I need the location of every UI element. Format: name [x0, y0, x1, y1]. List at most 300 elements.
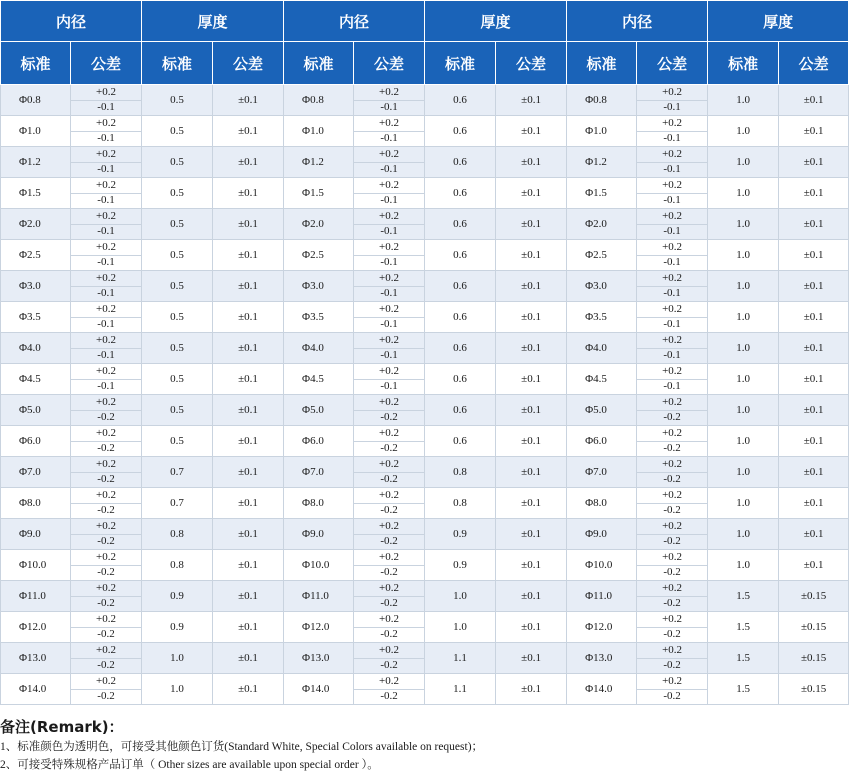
inner-diameter-cell: Φ4.0: [284, 333, 354, 364]
tolerance-upper: +0.2: [354, 426, 424, 442]
table-row: [1, 302, 849, 333]
thickness-standard-cell: 0.6: [425, 271, 496, 302]
tolerance-upper: +0.2: [71, 581, 141, 597]
thickness-standard-cell: 1.0: [708, 178, 779, 209]
inner-diameter-cell: Φ12.0: [567, 612, 637, 643]
tolerance-lower: -0.2: [663, 566, 681, 579]
thickness-standard-cell: 1.0: [708, 147, 779, 178]
thickness-standard-cell: 1.5: [708, 581, 779, 612]
thickness-standard-cell: 0.8: [142, 519, 213, 550]
tolerance-pair: [637, 674, 707, 704]
thickness-tolerance-cell: ±0.1: [779, 333, 849, 364]
tolerance-lower: -0.1: [663, 349, 681, 362]
thickness-tolerance-cell: ±0.1: [779, 364, 849, 395]
tolerance-pair: [637, 209, 707, 239]
tolerance-lower: -0.1: [663, 163, 681, 176]
thickness-tolerance-cell: ±0.1: [779, 116, 849, 147]
thickness-tolerance-cell: ±0.1: [496, 240, 567, 271]
thickness-standard-cell: 1.0: [425, 612, 496, 643]
tolerance-lower: -0.2: [97, 566, 115, 579]
tolerance-lower: -0.2: [663, 690, 681, 703]
inner-diameter-cell: Φ1.2: [567, 147, 637, 178]
table-row: [1, 550, 849, 581]
tolerance-lower: -0.2: [97, 690, 115, 703]
thickness-standard-cell: 0.6: [425, 147, 496, 178]
tolerance-upper: +0.2: [354, 612, 424, 628]
thickness-tolerance-cell: ±0.1: [496, 457, 567, 488]
tolerance-cell: [637, 581, 708, 612]
tolerance-pair: [354, 395, 424, 425]
tolerance-lower: -0.2: [380, 659, 398, 672]
inner-diameter-cell: Φ0.8: [284, 85, 354, 116]
tolerance-upper: +0.2: [71, 643, 141, 659]
tolerance-cell: [637, 147, 708, 178]
thickness-standard-cell: 0.6: [425, 209, 496, 240]
header-standard: 标准: [1, 42, 71, 85]
thickness-tolerance-cell: ±0.15: [779, 674, 849, 705]
thickness-standard-cell: 1.0: [708, 488, 779, 519]
tolerance-pair: [354, 457, 424, 487]
tolerance-upper: +0.2: [71, 364, 141, 380]
tolerance-pair: [354, 240, 424, 270]
thickness-standard-cell: 0.5: [142, 333, 213, 364]
tolerance-upper: +0.2: [354, 178, 424, 194]
tolerance-lower: -0.1: [663, 101, 681, 114]
inner-diameter-cell: Φ10.0: [567, 550, 637, 581]
tolerance-lower: -0.1: [663, 225, 681, 238]
thickness-tolerance-cell: ±0.1: [496, 271, 567, 302]
tolerance-cell: [354, 643, 425, 674]
tolerance-cell: [354, 612, 425, 643]
tolerance-cell: [637, 178, 708, 209]
tolerance-cell: [354, 364, 425, 395]
inner-diameter-cell: Φ6.0: [567, 426, 637, 457]
tolerance-pair: [637, 271, 707, 301]
tolerance-lower: -0.2: [380, 566, 398, 579]
inner-diameter-cell: Φ13.0: [567, 643, 637, 674]
thickness-standard-cell: 0.5: [142, 426, 213, 457]
thickness-standard-cell: 1.0: [708, 240, 779, 271]
tolerance-lower: -0.2: [380, 628, 398, 641]
thickness-standard-cell: 0.9: [142, 612, 213, 643]
tolerance-cell: [354, 302, 425, 333]
tolerance-upper: +0.2: [354, 519, 424, 535]
tolerance-upper: +0.2: [637, 178, 707, 194]
header-tolerance: 公差: [779, 42, 849, 85]
thickness-standard-cell: 0.5: [142, 395, 213, 426]
table-row: [1, 643, 849, 674]
inner-diameter-cell: Φ10.0: [1, 550, 71, 581]
tolerance-lower: -0.2: [380, 442, 398, 455]
thickness-tolerance-cell: ±0.1: [213, 364, 284, 395]
tolerance-cell: [71, 178, 142, 209]
tolerance-cell: [637, 519, 708, 550]
thickness-tolerance-cell: ±0.1: [213, 178, 284, 209]
tolerance-pair: [637, 116, 707, 146]
tolerance-cell: [354, 581, 425, 612]
tolerance-upper: +0.2: [354, 457, 424, 473]
tolerance-upper: +0.2: [354, 116, 424, 132]
tolerance-upper: +0.2: [354, 550, 424, 566]
tolerance-lower: -0.1: [663, 318, 681, 331]
tolerance-cell: [637, 85, 708, 116]
tolerance-cell: [637, 457, 708, 488]
tolerance-upper: +0.2: [71, 612, 141, 628]
tolerance-cell: [71, 457, 142, 488]
tolerance-pair: [71, 674, 141, 704]
tolerance-cell: [354, 674, 425, 705]
tolerance-lower: -0.1: [380, 380, 398, 393]
thickness-tolerance-cell: ±0.1: [779, 519, 849, 550]
tolerance-lower: -0.1: [97, 163, 115, 176]
thickness-tolerance-cell: ±0.1: [496, 488, 567, 519]
tolerance-pair: [637, 147, 707, 177]
tolerance-cell: [354, 271, 425, 302]
thickness-tolerance-cell: ±0.1: [496, 426, 567, 457]
tolerance-pair: [354, 333, 424, 363]
tolerance-pair: [637, 550, 707, 580]
tolerance-upper: +0.2: [71, 488, 141, 504]
inner-diameter-cell: Φ4.0: [1, 333, 71, 364]
tolerance-pair: [354, 116, 424, 146]
tolerance-pair: [637, 581, 707, 611]
tolerance-cell: [637, 271, 708, 302]
header-standard: 标准: [425, 42, 496, 85]
header-tolerance: 公差: [71, 42, 142, 85]
tolerance-lower: -0.1: [97, 318, 115, 331]
thickness-tolerance-cell: ±0.1: [213, 147, 284, 178]
tolerance-lower: -0.1: [380, 194, 398, 207]
tolerance-cell: [354, 426, 425, 457]
tolerance-upper: +0.2: [71, 116, 141, 132]
thickness-tolerance-cell: ±0.1: [779, 209, 849, 240]
tolerance-cell: [637, 302, 708, 333]
tolerance-pair: [71, 488, 141, 518]
thickness-standard-cell: 0.7: [142, 457, 213, 488]
thickness-tolerance-cell: ±0.1: [213, 488, 284, 519]
tolerance-cell: [71, 674, 142, 705]
inner-diameter-cell: Φ1.0: [284, 116, 354, 147]
tolerance-pair: [71, 333, 141, 363]
tolerance-pair: [71, 147, 141, 177]
tolerance-lower: -0.1: [663, 380, 681, 393]
thickness-tolerance-cell: ±0.1: [779, 426, 849, 457]
thickness-tolerance-cell: ±0.1: [779, 178, 849, 209]
thickness-standard-cell: 1.0: [708, 271, 779, 302]
tolerance-upper: +0.2: [354, 147, 424, 163]
thickness-standard-cell: 1.0: [142, 643, 213, 674]
tolerance-cell: [71, 302, 142, 333]
tolerance-cell: [637, 612, 708, 643]
thickness-standard-cell: 0.6: [425, 395, 496, 426]
tolerance-cell: [354, 116, 425, 147]
tolerance-upper: +0.2: [354, 674, 424, 690]
tolerance-lower: -0.1: [663, 194, 681, 207]
tolerance-upper: +0.2: [637, 643, 707, 659]
table-row: [1, 240, 849, 271]
thickness-standard-cell: 1.0: [708, 426, 779, 457]
tolerance-cell: [637, 333, 708, 364]
tolerance-cell: [71, 519, 142, 550]
table-row: [1, 116, 849, 147]
inner-diameter-cell: Φ4.5: [284, 364, 354, 395]
inner-diameter-cell: Φ2.5: [567, 240, 637, 271]
thickness-tolerance-cell: ±0.1: [213, 395, 284, 426]
thickness-standard-cell: 0.6: [425, 85, 496, 116]
tolerance-pair: [354, 643, 424, 673]
inner-diameter-cell: Φ12.0: [284, 612, 354, 643]
tolerance-cell: [354, 333, 425, 364]
tolerance-upper: +0.2: [71, 519, 141, 535]
tolerance-upper: +0.2: [637, 302, 707, 318]
tolerance-lower: -0.1: [380, 318, 398, 331]
thickness-standard-cell: 0.6: [425, 178, 496, 209]
tolerance-upper: +0.2: [354, 364, 424, 380]
thickness-tolerance-cell: ±0.1: [496, 550, 567, 581]
tolerance-lower: -0.2: [663, 504, 681, 517]
tolerance-pair: [71, 426, 141, 456]
tolerance-upper: +0.2: [637, 395, 707, 411]
tolerance-cell: [637, 643, 708, 674]
tolerance-lower: -0.1: [97, 256, 115, 269]
tolerance-cell: [71, 85, 142, 116]
tolerance-cell: [637, 488, 708, 519]
inner-diameter-cell: Φ10.0: [284, 550, 354, 581]
table-header: [1, 1, 849, 85]
thickness-standard-cell: 1.1: [425, 643, 496, 674]
header-group-row: [1, 1, 849, 42]
thickness-tolerance-cell: ±0.1: [779, 488, 849, 519]
tolerance-cell: [71, 426, 142, 457]
header-inner-diameter: 内径: [1, 1, 142, 42]
tolerance-cell: [637, 426, 708, 457]
thickness-standard-cell: 1.5: [708, 643, 779, 674]
tolerance-upper: +0.2: [354, 333, 424, 349]
remark-title: 备注(Remark)：: [0, 718, 124, 736]
table-row: [1, 519, 849, 550]
tolerance-pair: [71, 271, 141, 301]
tolerance-lower: -0.2: [97, 628, 115, 641]
tolerance-lower: -0.1: [380, 163, 398, 176]
thickness-standard-cell: 1.0: [708, 302, 779, 333]
tolerance-pair: [354, 581, 424, 611]
tolerance-upper: +0.2: [71, 209, 141, 225]
tolerance-lower: -0.2: [97, 597, 115, 610]
tolerance-upper: +0.2: [71, 333, 141, 349]
inner-diameter-cell: Φ8.0: [284, 488, 354, 519]
thickness-standard-cell: 1.0: [708, 550, 779, 581]
tolerance-cell: [354, 85, 425, 116]
inner-diameter-cell: Φ3.5: [1, 302, 71, 333]
tolerance-cell: [71, 333, 142, 364]
thickness-tolerance-cell: ±0.1: [213, 333, 284, 364]
inner-diameter-cell: Φ7.0: [567, 457, 637, 488]
inner-diameter-cell: Φ2.0: [284, 209, 354, 240]
inner-diameter-cell: Φ5.0: [567, 395, 637, 426]
tolerance-cell: [637, 550, 708, 581]
thickness-standard-cell: 1.0: [708, 519, 779, 550]
tolerance-pair: [71, 116, 141, 146]
tolerance-upper: +0.2: [354, 85, 424, 101]
thickness-standard-cell: 1.5: [708, 612, 779, 643]
thickness-standard-cell: 0.5: [142, 364, 213, 395]
table-row: [1, 209, 849, 240]
table-row: [1, 674, 849, 705]
tolerance-pair: [71, 240, 141, 270]
table-row: [1, 333, 849, 364]
thickness-tolerance-cell: ±0.1: [213, 674, 284, 705]
tolerance-lower: -0.2: [663, 442, 681, 455]
inner-diameter-cell: Φ3.5: [284, 302, 354, 333]
tolerance-upper: +0.2: [637, 85, 707, 101]
tolerance-cell: [354, 457, 425, 488]
tolerance-upper: +0.2: [637, 240, 707, 256]
tolerance-upper: +0.2: [71, 302, 141, 318]
tolerance-pair: [637, 643, 707, 673]
inner-diameter-cell: Φ2.5: [284, 240, 354, 271]
table-row: [1, 271, 849, 302]
thickness-standard-cell: 0.5: [142, 302, 213, 333]
thickness-tolerance-cell: ±0.1: [496, 302, 567, 333]
thickness-tolerance-cell: ±0.1: [213, 240, 284, 271]
inner-diameter-cell: Φ9.0: [284, 519, 354, 550]
tolerance-lower: -0.1: [380, 101, 398, 114]
thickness-standard-cell: 1.0: [708, 116, 779, 147]
thickness-tolerance-cell: ±0.1: [779, 395, 849, 426]
tolerance-upper: +0.2: [637, 581, 707, 597]
thickness-tolerance-cell: ±0.1: [213, 550, 284, 581]
thickness-standard-cell: 0.6: [425, 240, 496, 271]
tolerance-pair: [637, 426, 707, 456]
inner-diameter-cell: Φ14.0: [284, 674, 354, 705]
thickness-tolerance-cell: ±0.1: [213, 457, 284, 488]
tolerance-lower: -0.1: [97, 349, 115, 362]
tolerance-upper: +0.2: [637, 488, 707, 504]
inner-diameter-cell: Φ13.0: [284, 643, 354, 674]
tolerance-pair: [637, 457, 707, 487]
tolerance-pair: [354, 364, 424, 394]
tolerance-cell: [354, 178, 425, 209]
thickness-tolerance-cell: ±0.1: [496, 674, 567, 705]
thickness-tolerance-cell: ±0.15: [779, 643, 849, 674]
tolerance-upper: +0.2: [71, 240, 141, 256]
tolerance-pair: [637, 395, 707, 425]
tolerance-lower: -0.1: [380, 225, 398, 238]
table-row: [1, 426, 849, 457]
table-row: [1, 581, 849, 612]
thickness-standard-cell: 0.6: [425, 302, 496, 333]
tolerance-lower: -0.1: [97, 380, 115, 393]
header-inner-diameter: 内径: [567, 1, 708, 42]
thickness-standard-cell: 0.7: [142, 488, 213, 519]
thickness-tolerance-cell: ±0.1: [213, 612, 284, 643]
header-standard: 标准: [142, 42, 213, 85]
inner-diameter-cell: Φ5.0: [284, 395, 354, 426]
tolerance-upper: +0.2: [637, 116, 707, 132]
inner-diameter-cell: Φ1.2: [1, 147, 71, 178]
tolerance-upper: +0.2: [637, 457, 707, 473]
inner-diameter-cell: Φ6.0: [284, 426, 354, 457]
tolerance-pair: [637, 302, 707, 332]
tolerance-cell: [71, 116, 142, 147]
thickness-tolerance-cell: ±0.1: [496, 643, 567, 674]
header-inner-diameter: 内径: [284, 1, 425, 42]
tolerance-upper: +0.2: [637, 333, 707, 349]
tolerance-lower: -0.1: [97, 194, 115, 207]
thickness-standard-cell: 0.6: [425, 364, 496, 395]
tolerance-lower: -0.2: [380, 473, 398, 486]
tolerance-lower: -0.1: [97, 132, 115, 145]
thickness-standard-cell: 0.6: [425, 333, 496, 364]
thickness-tolerance-cell: ±0.1: [496, 147, 567, 178]
tolerance-lower: -0.2: [97, 504, 115, 517]
thickness-tolerance-cell: ±0.1: [213, 85, 284, 116]
inner-diameter-cell: Φ13.0: [1, 643, 71, 674]
tolerance-upper: +0.2: [637, 426, 707, 442]
tolerance-cell: [71, 147, 142, 178]
thickness-standard-cell: 0.6: [425, 116, 496, 147]
inner-diameter-cell: Φ2.5: [1, 240, 71, 271]
tolerance-lower: -0.1: [380, 132, 398, 145]
thickness-standard-cell: 1.0: [425, 581, 496, 612]
tolerance-lower: -0.2: [663, 535, 681, 548]
thickness-tolerance-cell: ±0.1: [213, 643, 284, 674]
header-tolerance: 公差: [496, 42, 567, 85]
tolerance-lower: -0.1: [380, 256, 398, 269]
tolerance-upper: +0.2: [637, 612, 707, 628]
tolerance-pair: [354, 426, 424, 456]
tolerance-upper: +0.2: [354, 581, 424, 597]
tolerance-pair: [71, 302, 141, 332]
tolerance-lower: -0.1: [380, 287, 398, 300]
tolerance-pair: [354, 302, 424, 332]
thickness-tolerance-cell: ±0.1: [213, 209, 284, 240]
inner-diameter-cell: Φ6.0: [1, 426, 71, 457]
inner-diameter-cell: Φ1.0: [1, 116, 71, 147]
inner-diameter-cell: Φ14.0: [1, 674, 71, 705]
tolerance-lower: -0.2: [663, 659, 681, 672]
inner-diameter-cell: Φ5.0: [1, 395, 71, 426]
inner-diameter-cell: Φ3.0: [284, 271, 354, 302]
thickness-tolerance-cell: ±0.15: [779, 581, 849, 612]
tolerance-upper: +0.2: [637, 674, 707, 690]
table-body: [1, 85, 849, 705]
header-tolerance: 公差: [637, 42, 708, 85]
thickness-tolerance-cell: ±0.15: [779, 612, 849, 643]
thickness-tolerance-cell: ±0.1: [779, 147, 849, 178]
tolerance-upper: +0.2: [71, 395, 141, 411]
thickness-tolerance-cell: ±0.1: [779, 240, 849, 271]
tolerance-cell: [71, 209, 142, 240]
inner-diameter-cell: Φ2.0: [567, 209, 637, 240]
tolerance-lower: -0.2: [380, 597, 398, 610]
thickness-standard-cell: 1.0: [708, 395, 779, 426]
header-thickness: 厚度: [142, 1, 284, 42]
inner-diameter-cell: Φ8.0: [567, 488, 637, 519]
remark-line-1: 1、标准颜色为透明色，可接受其他颜色订货(Standard White, Special Colors available on request)；: [0, 741, 484, 753]
tolerance-lower: -0.2: [663, 473, 681, 486]
inner-diameter-cell: Φ9.0: [1, 519, 71, 550]
tolerance-pair: [354, 178, 424, 208]
thickness-tolerance-cell: ±0.1: [213, 271, 284, 302]
tolerance-upper: +0.2: [71, 457, 141, 473]
tolerance-cell: [354, 147, 425, 178]
tolerance-pair: [354, 519, 424, 549]
tolerance-upper: +0.2: [71, 674, 141, 690]
inner-diameter-cell: Φ1.2: [284, 147, 354, 178]
tolerance-lower: -0.2: [97, 659, 115, 672]
inner-diameter-cell: Φ3.5: [567, 302, 637, 333]
